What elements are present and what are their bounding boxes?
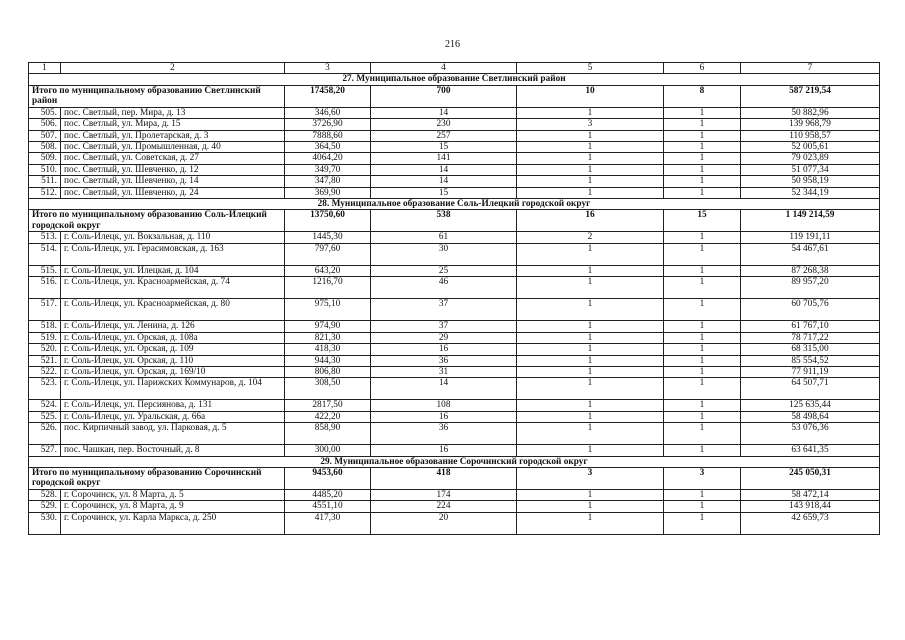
section-title: 28. Муниципальное образование Соль-Илецкий городской округ [29,199,880,210]
row-number: 517. [29,299,61,321]
area-cell: 308,50 [285,378,371,400]
table-row [29,277,880,299]
row-number: 508. [29,142,61,153]
table-row [29,153,880,164]
col5-cell: 1 [517,130,664,141]
col5-cell: 1 [517,187,664,198]
col5-cell: 1 [517,176,664,187]
row-number: 518. [29,321,61,332]
row-number: 511. [29,176,61,187]
cost-cell: 58 472,14 [741,489,880,500]
section-title: 29. Муниципальное образование Сорочинский городской округ [29,456,880,467]
area-cell: 974,90 [285,321,371,332]
area-cell: 3726,90 [285,119,371,130]
col5-cell: 1 [517,411,664,422]
cost-cell: 58 498,64 [741,411,880,422]
col4-cell: 174 [371,489,517,500]
address-cell: г. Соль-Илецк, ул. Орская, д. 110 [61,355,285,366]
area-cell: 821,30 [285,332,371,343]
total-label: Итого по муниципальному образованию Светлинский район [29,85,285,107]
table-row [29,299,880,321]
table-row [29,332,880,343]
row-number: 509. [29,153,61,164]
col5-cell: 1 [517,321,664,332]
address-cell: г. Сорочинск, ул. 8 Марта, д. 9 [61,501,285,512]
column-number: 4 [371,63,517,74]
table-row [29,512,880,534]
address-cell: г. Соль-Илецк, ул. Уральская, д. 66а [61,411,285,422]
cost-cell: 139 968,79 [741,119,880,130]
col5-cell: 2 [517,232,664,243]
total-col6: 8 [664,85,741,107]
table-row [29,344,880,355]
cost-cell: 110 958,57 [741,130,880,141]
table-row [29,176,880,187]
col6-cell: 1 [664,265,741,276]
total-row [29,85,880,107]
col4-cell: 14 [371,164,517,175]
cost-cell: 63 641,35 [741,445,880,456]
area-cell: 4485,20 [285,489,371,500]
table-row [29,187,880,198]
buildings-table [28,62,880,535]
total-col5: 10 [517,85,664,107]
col4-cell: 230 [371,119,517,130]
section-header-row [29,199,880,210]
address-cell: г. Соль-Илецк, ул. Красноармейская, д. 74 [61,277,285,299]
total-col4: 538 [371,210,517,232]
col6-cell: 1 [664,142,741,153]
address-cell: пос. Светлый, ул. Шевченко, д. 14 [61,176,285,187]
col4-cell: 15 [371,142,517,153]
table-row [29,119,880,130]
table-row [29,164,880,175]
col6-cell: 1 [664,243,741,265]
table-row [29,489,880,500]
address-cell: г. Соль-Илецк, ул. Парижских Коммунаров, д. 104 [61,378,285,400]
col6-cell: 1 [664,512,741,534]
col5-cell: 1 [517,366,664,377]
col4-cell: 14 [371,176,517,187]
total-col6: 3 [664,467,741,489]
col4-cell: 61 [371,232,517,243]
col4-cell: 14 [371,378,517,400]
col5-cell: 1 [517,501,664,512]
col5-cell: 1 [517,445,664,456]
total-area: 9453,60 [285,467,371,489]
col5-cell: 1 [517,265,664,276]
row-number: 530. [29,512,61,534]
col5-cell: 1 [517,355,664,366]
table-row [29,243,880,265]
col6-cell: 1 [664,423,741,445]
col5-cell: 1 [517,299,664,321]
cost-cell: 77 911,19 [741,366,880,377]
cost-cell: 64 507,71 [741,378,880,400]
area-cell: 975,10 [285,299,371,321]
area-cell: 369,90 [285,187,371,198]
table-row [29,142,880,153]
row-number: 519. [29,332,61,343]
col6-cell: 1 [664,344,741,355]
row-number: 529. [29,501,61,512]
address-cell: г. Соль-Илецк, ул. Герасимовская, д. 163 [61,243,285,265]
row-number: 506. [29,119,61,130]
col6-cell: 1 [664,378,741,400]
area-cell: 2817,50 [285,400,371,411]
area-cell: 417,30 [285,512,371,534]
section-title: 27. Муниципальное образование Светлинский район [29,74,880,85]
address-cell: пос. Светлый, ул. Шевченко, д. 24 [61,187,285,198]
row-number: 507. [29,130,61,141]
area-cell: 347,80 [285,176,371,187]
area-cell: 858,90 [285,423,371,445]
area-cell: 4551,10 [285,501,371,512]
total-col5: 16 [517,210,664,232]
total-cost: 1 149 214,59 [741,210,880,232]
total-col4: 418 [371,467,517,489]
col5-cell: 1 [517,400,664,411]
col4-cell: 36 [371,423,517,445]
row-number: 514. [29,243,61,265]
table-row [29,400,880,411]
cost-cell: 87 268,38 [741,265,880,276]
table-row [29,107,880,118]
row-number: 525. [29,411,61,422]
table-row [29,445,880,456]
col4-cell: 30 [371,243,517,265]
section-header-row [29,74,880,85]
col6-cell: 1 [664,321,741,332]
col5-cell: 1 [517,512,664,534]
row-number: 524. [29,400,61,411]
row-number: 520. [29,344,61,355]
row-number: 516. [29,277,61,299]
col6-cell: 1 [664,107,741,118]
col6-cell: 1 [664,366,741,377]
col4-cell: 20 [371,512,517,534]
col5-cell: 1 [517,489,664,500]
area-cell: 1445,30 [285,232,371,243]
address-cell: пос. Светлый, ул. Советская, д. 27 [61,153,285,164]
row-number: 513. [29,232,61,243]
address-cell: г. Соль-Илецк, ул. Илецкая, д. 104 [61,265,285,276]
table-row [29,130,880,141]
cost-cell: 50 882,96 [741,107,880,118]
cost-cell: 68 315,00 [741,344,880,355]
row-number: 523. [29,378,61,400]
col5-cell: 1 [517,153,664,164]
table-row [29,366,880,377]
row-number: 515. [29,265,61,276]
cost-cell: 79 023,89 [741,153,880,164]
total-area: 13750,60 [285,210,371,232]
col4-cell: 257 [371,130,517,141]
col5-cell: 1 [517,332,664,343]
cost-cell: 143 918,44 [741,501,880,512]
cost-cell: 53 076,36 [741,423,880,445]
col4-cell: 14 [371,107,517,118]
col6-cell: 1 [664,411,741,422]
row-number: 526. [29,423,61,445]
col6-cell: 1 [664,153,741,164]
section-header-row [29,456,880,467]
cost-cell: 42 659,73 [741,512,880,534]
address-cell: пос. Светлый, ул. Мира, д. 15 [61,119,285,130]
col6-cell: 1 [664,119,741,130]
table-body [29,63,880,535]
column-number: 3 [285,63,371,74]
col4-cell: 29 [371,332,517,343]
cost-cell: 125 635,44 [741,400,880,411]
area-cell: 300,00 [285,445,371,456]
col6-cell: 1 [664,489,741,500]
total-row [29,210,880,232]
table-row [29,411,880,422]
col4-cell: 46 [371,277,517,299]
col6-cell: 1 [664,501,741,512]
col5-cell: 1 [517,243,664,265]
area-cell: 422,20 [285,411,371,422]
area-cell: 7888,60 [285,130,371,141]
col6-cell: 1 [664,277,741,299]
row-number: 512. [29,187,61,198]
col6-cell: 1 [664,187,741,198]
col5-cell: 1 [517,142,664,153]
col5-cell: 1 [517,423,664,445]
col5-cell: 1 [517,344,664,355]
total-label: Итого по муниципальному образованию Сорочинский городской округ [29,467,285,489]
address-cell: г. Соль-Илецк, ул. Персиянова, д. 131 [61,400,285,411]
area-cell: 349,70 [285,164,371,175]
address-cell: пос. Светлый, ул. Промышленная, д. 40 [61,142,285,153]
column-number: 1 [29,63,61,74]
col4-cell: 25 [371,265,517,276]
address-cell: г. Соль-Илецк, ул. Вокзальная, д. 110 [61,232,285,243]
col6-cell: 1 [664,299,741,321]
cost-cell: 60 705,76 [741,299,880,321]
cost-cell: 51 077,34 [741,164,880,175]
cost-cell: 89 957,20 [741,277,880,299]
col4-cell: 108 [371,400,517,411]
address-cell: пос. Светлый, ул. Пролетарская, д. 3 [61,130,285,141]
table-row [29,355,880,366]
row-number: 505. [29,107,61,118]
total-cost: 245 050,31 [741,467,880,489]
col6-cell: 1 [664,355,741,366]
column-number: 6 [664,63,741,74]
address-cell: г. Соль-Илецк, ул. Орская, д. 108а [61,332,285,343]
total-cost: 587 219,54 [741,85,880,107]
area-cell: 1216,70 [285,277,371,299]
address-cell: г. Соль-Илецк, ул. Орская, д. 169/10 [61,366,285,377]
column-number-row [29,63,880,74]
col4-cell: 16 [371,445,517,456]
address-cell: пос. Кирпичный завод, ул. Парковая, д. 5 [61,423,285,445]
total-label: Итого по муниципальному образованию Соль-Илецкий городской округ [29,210,285,232]
cost-cell: 54 467,61 [741,243,880,265]
col4-cell: 37 [371,299,517,321]
row-number: 527. [29,445,61,456]
address-cell: г. Сорочинск, ул. 8 Марта, д. 5 [61,489,285,500]
col5-cell: 1 [517,164,664,175]
col5-cell: 3 [517,119,664,130]
cost-cell: 85 554,52 [741,355,880,366]
row-number: 528. [29,489,61,500]
col5-cell: 1 [517,107,664,118]
total-row [29,467,880,489]
area-cell: 806,80 [285,366,371,377]
table-row [29,321,880,332]
total-col5: 3 [517,467,664,489]
col4-cell: 16 [371,344,517,355]
col6-cell: 1 [664,400,741,411]
page-number: 216 [445,39,460,50]
table-row [29,501,880,512]
address-cell: пос. Светлый, пер. Мира, д. 13 [61,107,285,118]
col5-cell: 1 [517,277,664,299]
column-number: 2 [61,63,285,74]
col4-cell: 141 [371,153,517,164]
address-cell: г. Соль-Илецк, ул. Ленина, д. 126 [61,321,285,332]
col5-cell: 1 [517,378,664,400]
col4-cell: 224 [371,501,517,512]
row-number: 522. [29,366,61,377]
cost-cell: 52 344,19 [741,187,880,198]
col6-cell: 1 [664,164,741,175]
table-row [29,265,880,276]
area-cell: 643,20 [285,265,371,276]
col6-cell: 1 [664,232,741,243]
cost-cell: 78 717,22 [741,332,880,343]
cost-cell: 61 767,10 [741,321,880,332]
area-cell: 797,60 [285,243,371,265]
cost-cell: 119 191,11 [741,232,880,243]
cost-cell: 50 958,19 [741,176,880,187]
col4-cell: 16 [371,411,517,422]
table-row [29,232,880,243]
col4-cell: 15 [371,187,517,198]
col6-cell: 1 [664,130,741,141]
row-number: 510. [29,164,61,175]
col4-cell: 31 [371,366,517,377]
address-cell: г. Сорочинск, ул. Карла Маркса, д. 250 [61,512,285,534]
address-cell: пос. Светлый, ул. Шевченко, д. 12 [61,164,285,175]
area-cell: 4064,20 [285,153,371,164]
column-number: 5 [517,63,664,74]
row-number: 521. [29,355,61,366]
total-col4: 700 [371,85,517,107]
area-cell: 364,50 [285,142,371,153]
address-cell: пос. Чашкан, пер. Восточный, д. 8 [61,445,285,456]
total-area: 17458,20 [285,85,371,107]
col6-cell: 1 [664,176,741,187]
total-col6: 15 [664,210,741,232]
area-cell: 418,30 [285,344,371,355]
column-number: 7 [741,63,880,74]
address-cell: г. Соль-Илецк, ул. Орская, д. 109 [61,344,285,355]
cost-cell: 52 005,61 [741,142,880,153]
col4-cell: 37 [371,321,517,332]
table-row [29,378,880,400]
col6-cell: 1 [664,332,741,343]
table-row [29,423,880,445]
area-cell: 346,60 [285,107,371,118]
col6-cell: 1 [664,445,741,456]
area-cell: 944,30 [285,355,371,366]
col4-cell: 36 [371,355,517,366]
address-cell: г. Соль-Илецк, ул. Красноармейская, д. 80 [61,299,285,321]
